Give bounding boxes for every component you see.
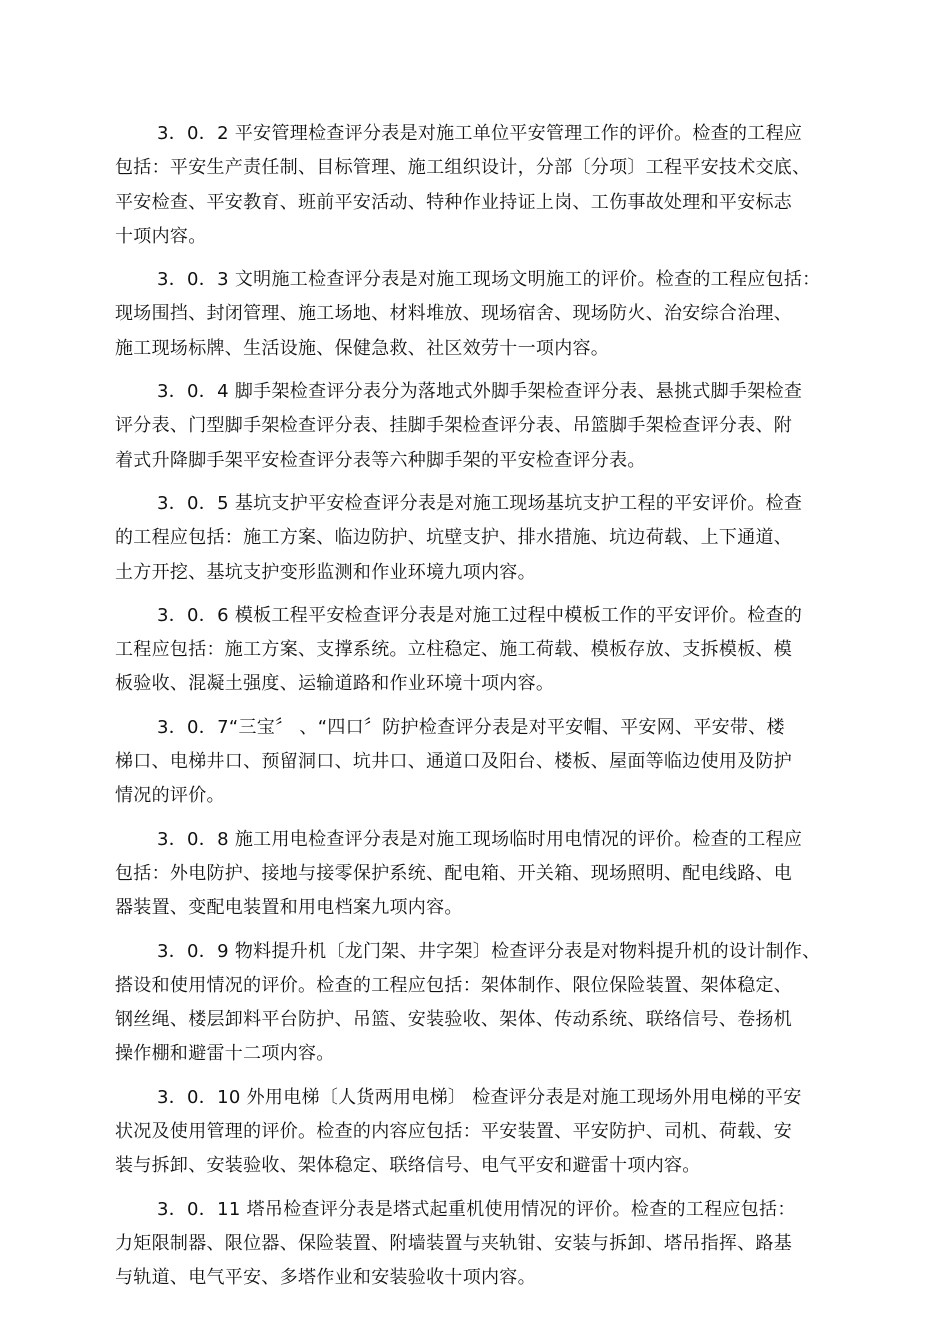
text-line: 情况的评价。	[115, 785, 225, 807]
text-line: 包括：外电防护、接地与接零保护系统、配电箱、开关箱、现场照明、配电线路、电	[115, 862, 793, 884]
text-line: 3．0．5 基坑支护平安检查评分表是对施工现场基坑支护工程的平安评价。检查	[157, 492, 803, 514]
paragraph	[115, 711, 843, 814]
text-line: 梯口、电梯井口、预留洞口、坑井口、通道口及阳台、楼板、屋面等临边使用及防护	[115, 751, 793, 773]
text-line: 3．0．7“三宝〞 、“四口〞防护检查评分表是对平安帽、平安网、平安带、楼	[157, 716, 785, 738]
paragraph	[115, 263, 843, 366]
text-line: 操作棚和避雷十二项内容。	[115, 1043, 335, 1065]
paragraph	[115, 935, 843, 1072]
text-line: 3．0．4 脚手架检查评分表分为落地式外脚手架检查评分表、悬挑式脚手架检查	[157, 381, 803, 403]
text-line: 3．0．6 模板工程平安检查评分表是对施工过程中模板工作的平安评价。检查的	[157, 604, 803, 626]
text-line: 3．0．8 施工用电检查评分表是对施工现场临时用电情况的评价。检查的工程应	[157, 828, 803, 850]
text-line: 器装置、变配电装置和用电档案九项内容。	[115, 897, 463, 919]
paragraph	[115, 823, 843, 926]
text-line: 3．0．9 物料提升机〔龙门架、井字架〕检查评分表是对物料提升机的设计制作、	[157, 940, 821, 962]
text-line: 十项内容。	[115, 225, 207, 247]
text-line: 土方开挖、基坑支护变形监测和作业环境九项内容。	[115, 561, 536, 583]
text-line: 装与拆卸、安装验收、架体稳定、联络信号、电气平安和避雷十项内容。	[115, 1155, 701, 1177]
text-line: 的工程应包括：施工方案、临边防护、坑壁支护、排水措施、坑边荷载、上下通道、	[115, 527, 793, 549]
paragraph	[115, 117, 843, 254]
paragraph	[115, 1081, 843, 1184]
paragraph	[115, 1193, 843, 1296]
text-line: 3．0．11 塔吊检查评分表是塔式起重机使用情况的评价。检查的工程应包括：	[157, 1198, 796, 1220]
text-line: 3．0．10 外用电梯〔人货两用电梯〕 检查评分表是对施工现场外用电梯的平安	[157, 1086, 802, 1108]
paragraph	[115, 375, 843, 478]
text-line: 搭设和使用情况的评价。检查的工程应包括：架体制作、限位保险装置、架体稳定、	[115, 974, 793, 996]
text-line: 3．0．3 文明施工检查评分表是对施工现场文明施工的评价。检查的工程应包括：	[157, 269, 821, 291]
text-line: 力矩限制器、限位器、保险装置、附墙装置与夹轨钳、安装与拆卸、塔吊指挥、路基	[115, 1232, 793, 1254]
text-line: 与轨道、电气平安、多塔作业和安装验收十项内容。	[115, 1267, 536, 1289]
text-line: 平安检查、平安教育、班前平安活动、特种作业持证上岗、工伤事故处理和平安标志	[115, 191, 793, 213]
paragraph	[115, 599, 843, 702]
text-line: 施工现场标牌、生活设施、保健急救、社区效劳十一项内容。	[115, 337, 610, 359]
document-body	[115, 117, 843, 1305]
text-line: 现场围挡、封闭管理、施工场地、材料堆放、现场宿舍、现场防火、治安综合治理、	[115, 303, 793, 325]
text-line: 工程应包括：施工方案、支撑系统。立柱稳定、施工荷载、模板存放、支拆模板、模	[115, 639, 793, 661]
paragraph	[115, 487, 843, 590]
text-line: 包括：平安生产责任制、目标管理、施工组织设计，分部〔分项〕工程平安技术交底、	[115, 157, 811, 179]
text-line: 钢丝绳、楼层卸料平台防护、吊篮、安装验收、架体、传动系统、联络信号、卷扬机	[115, 1009, 793, 1031]
text-line: 评分表、门型脚手架检查评分表、挂脚手架检查评分表、吊篮脚手架检查评分表、附	[115, 415, 793, 437]
text-line: 3．0．2 平安管理检查评分表是对施工单位平安管理工作的评价。检查的工程应	[157, 123, 803, 144]
text-line: 着式升降脚手架平安检查评分表等六种脚手架的平安检查评分表。	[115, 449, 646, 471]
text-line: 板验收、混凝土强度、运输道路和作业环境十项内容。	[115, 673, 555, 695]
text-line: 状况及使用管理的评价。检查的内容应包括：平安装置、平安防护、司机、荷载、安	[115, 1121, 793, 1143]
